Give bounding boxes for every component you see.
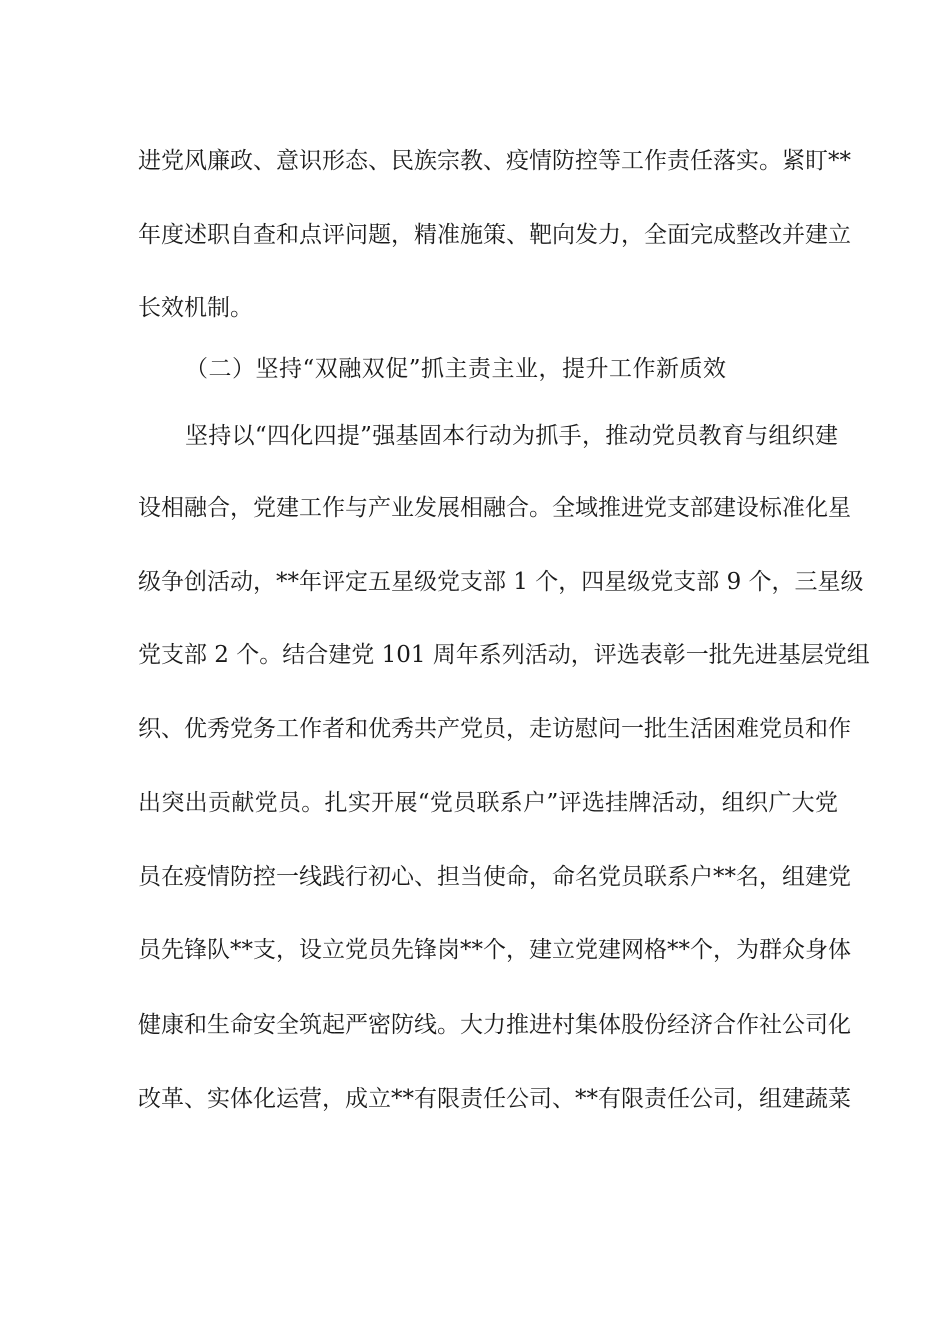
paragraph-line: 坚持以“四化四提”强基固本行动为抓手，推动党员教育与组织建 <box>185 423 838 449</box>
paragraph-line: 年度述职自查和点评问题，精准施策、靶向发力，全面完成整改并建立 <box>138 222 851 248</box>
section-heading: （二）坚持“双融双促”抓主责主业，提升工作新质效 <box>185 356 727 382</box>
paragraph-line: 出突出贡献党员。扎实开展“党员联系户”评选挂牌活动，组织广大党 <box>138 790 838 816</box>
paragraph-line: 进党风廉政、意识形态、民族宗教、疫情防控等工作责任落实。紧盯** <box>138 148 851 174</box>
paragraph-line: 级争创活动，**年评定五星级党支部 1 个，四星级党支部 9 个，三星级 <box>138 569 864 595</box>
paragraph-line: 党支部 2 个。结合建党 101 周年系列活动，评选表彰一批先进基层党组 <box>138 642 870 668</box>
paragraph-line: 织、优秀党务工作者和优秀共产党员，走访慰问一批生活困难党员和作 <box>138 716 851 742</box>
paragraph-line: 改革、实体化运营，成立**有限责任公司、**有限责任公司，组建蔬菜 <box>138 1086 851 1112</box>
paragraph-line: 设相融合，党建工作与产业发展相融合。全域推进党支部建设标准化星 <box>138 495 851 521</box>
paragraph-line: 员先锋队**支，设立党员先锋岗**个，建立党建网格**个，为群众身体 <box>138 937 851 963</box>
paragraph-line: 健康和生命安全筑起严密防线。大力推进村集体股份经济合作社公司化 <box>138 1012 851 1038</box>
paragraph-line: 长效机制。 <box>138 295 253 321</box>
paragraph-line: 员在疫情防控一线践行初心、担当使命，命名党员联系户**名，组建党 <box>138 864 851 890</box>
